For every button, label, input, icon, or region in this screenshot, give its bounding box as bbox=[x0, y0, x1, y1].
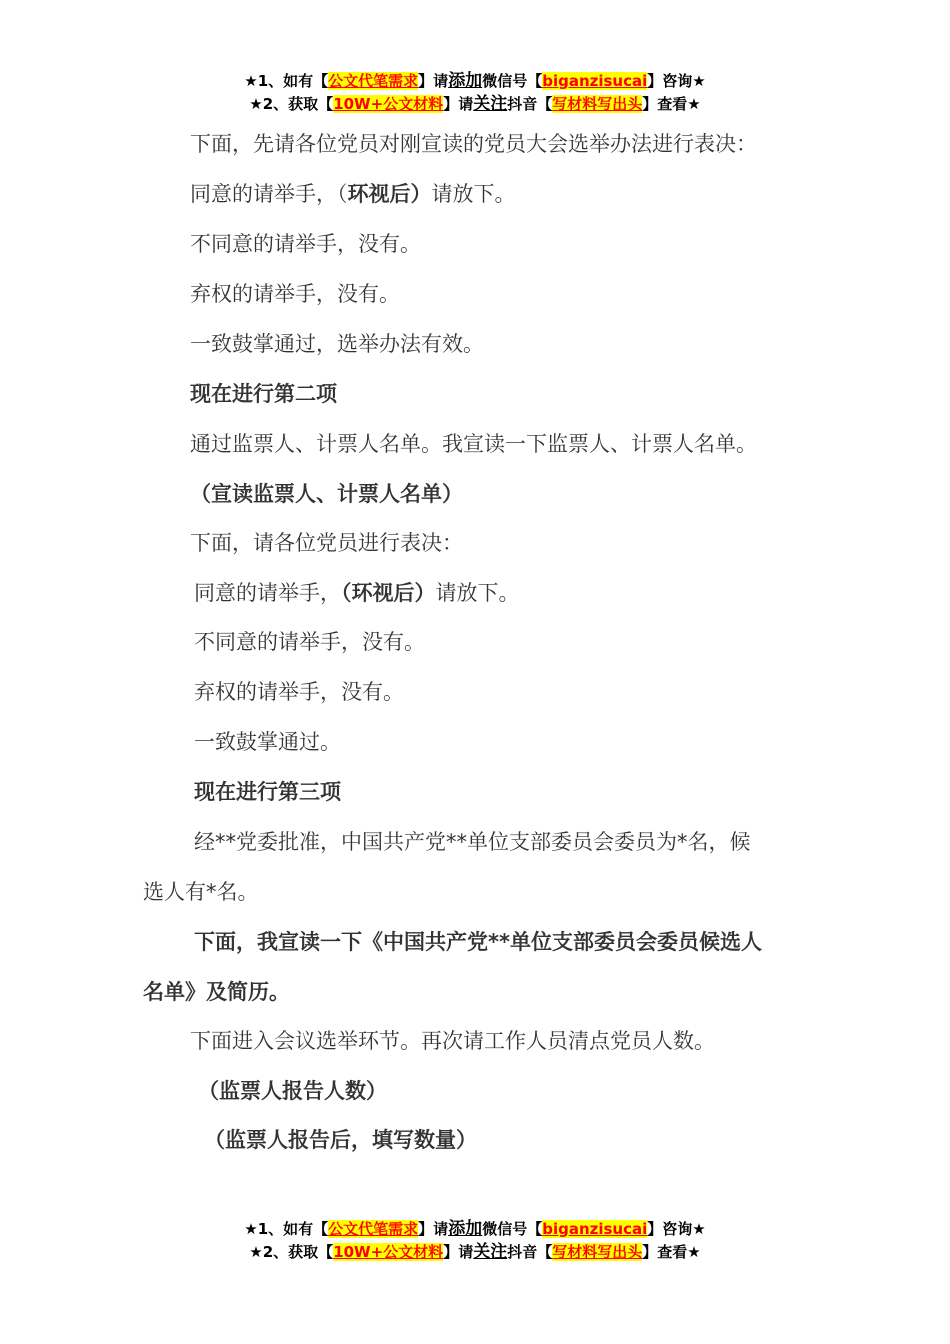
banner-emphasis: 关注 bbox=[473, 1242, 508, 1262]
paragraph-text: 同意的请举手， bbox=[194, 581, 341, 605]
paragraph: 下面，请各位党员进行表决： bbox=[190, 531, 463, 555]
paragraph: 经**党委批准，中国共产党**单位支部委员会委员为*名，候 bbox=[194, 830, 751, 854]
banner-text: 】请 bbox=[443, 1243, 474, 1261]
banner-text: 】咨询★ bbox=[647, 1220, 706, 1238]
banner-text: 微信号【 bbox=[482, 72, 543, 90]
banner-highlight: 10W+公文材料 bbox=[333, 95, 444, 113]
banner-emphasis: 关注 bbox=[473, 94, 508, 114]
paragraph-bold: （监票人报告后，填写数量） bbox=[204, 1128, 477, 1152]
banner-highlight: 公文代笔需求 bbox=[328, 72, 419, 90]
paragraph: 下面，先请各位党员对刚宣读的党员大会选举办法进行表决： bbox=[190, 132, 757, 156]
banner-text: 抖音【 bbox=[507, 95, 553, 113]
section-heading: 现在进行第三项 bbox=[194, 780, 341, 804]
banner-text: 】查看★ bbox=[642, 1243, 701, 1261]
paragraph-bold: 下面，我宣读一下《中国共产党**单位支部委员会委员候选人 bbox=[194, 930, 762, 954]
paragraph: 不同意的请举手，没有。 bbox=[194, 630, 425, 654]
paragraph: 弃权的请举手，没有。 bbox=[194, 680, 404, 704]
banner-text: 抖音【 bbox=[507, 1243, 553, 1261]
paragraph: 选人有*名。 bbox=[143, 880, 259, 904]
banner-text: ★2、获取【 bbox=[249, 1243, 334, 1261]
paragraph-text: 请放下。 bbox=[435, 581, 520, 605]
header-banner-line-1 bbox=[0, 70, 950, 93]
banner-text: 】请 bbox=[418, 72, 449, 90]
paragraph: 一致鼓掌通过。 bbox=[194, 730, 341, 754]
paragraph-text: 请放下。 bbox=[431, 182, 516, 206]
paragraph-bold: 环视后） bbox=[347, 182, 432, 206]
banner-highlight: biganzisucai bbox=[542, 1220, 648, 1238]
section-heading: 现在进行第二项 bbox=[190, 382, 337, 406]
header-banner bbox=[0, 70, 950, 116]
paragraph-bold: （宣读监票人、计票人名单） bbox=[190, 482, 463, 506]
banner-highlight: 写材料写出头 bbox=[552, 95, 643, 113]
paragraph bbox=[190, 180, 516, 208]
paragraph-text: 同意的请举手，（ bbox=[190, 182, 348, 206]
header-banner-line-2 bbox=[0, 93, 950, 116]
paragraph: 弃权的请举手，没有。 bbox=[190, 282, 400, 306]
paragraph: 不同意的请举手，没有。 bbox=[190, 232, 421, 256]
banner-text: 】请 bbox=[418, 1220, 449, 1238]
banner-text: 】查看★ bbox=[642, 95, 701, 113]
footer-banner-line-1 bbox=[0, 1218, 950, 1241]
banner-highlight: 10W+公文材料 bbox=[333, 1243, 444, 1261]
banner-emphasis: 添加 bbox=[448, 1219, 483, 1239]
banner-highlight: 写材料写出头 bbox=[552, 1243, 643, 1261]
banner-text: 】咨询★ bbox=[647, 72, 706, 90]
footer-banner-line-2 bbox=[0, 1241, 950, 1264]
paragraph-bold: （环视后） bbox=[341, 581, 436, 605]
banner-text: 】请 bbox=[443, 95, 474, 113]
banner-highlight: 公文代笔需求 bbox=[328, 1220, 419, 1238]
banner-highlight: biganzisucai bbox=[542, 72, 648, 90]
paragraph: 下面进入会议选举环节。再次请工作人员清点党员人数。 bbox=[190, 1029, 715, 1053]
banner-emphasis: 添加 bbox=[448, 71, 483, 91]
paragraph bbox=[194, 579, 520, 607]
banner-text: ★1、如有【 bbox=[244, 72, 329, 90]
banner-text: ★2、获取【 bbox=[249, 95, 334, 113]
banner-text: 微信号【 bbox=[482, 1220, 543, 1238]
paragraph-bold: （监票人报告人数） bbox=[198, 1079, 387, 1103]
paragraph-bold: 名单》及简历。 bbox=[143, 980, 290, 1004]
footer-banner bbox=[0, 1218, 950, 1264]
paragraph: 一致鼓掌通过，选举办法有效。 bbox=[190, 332, 484, 356]
paragraph: 通过监票人、计票人名单。我宣读一下监票人、计票人名单。 bbox=[190, 432, 757, 456]
banner-text: ★1、如有【 bbox=[244, 1220, 329, 1238]
